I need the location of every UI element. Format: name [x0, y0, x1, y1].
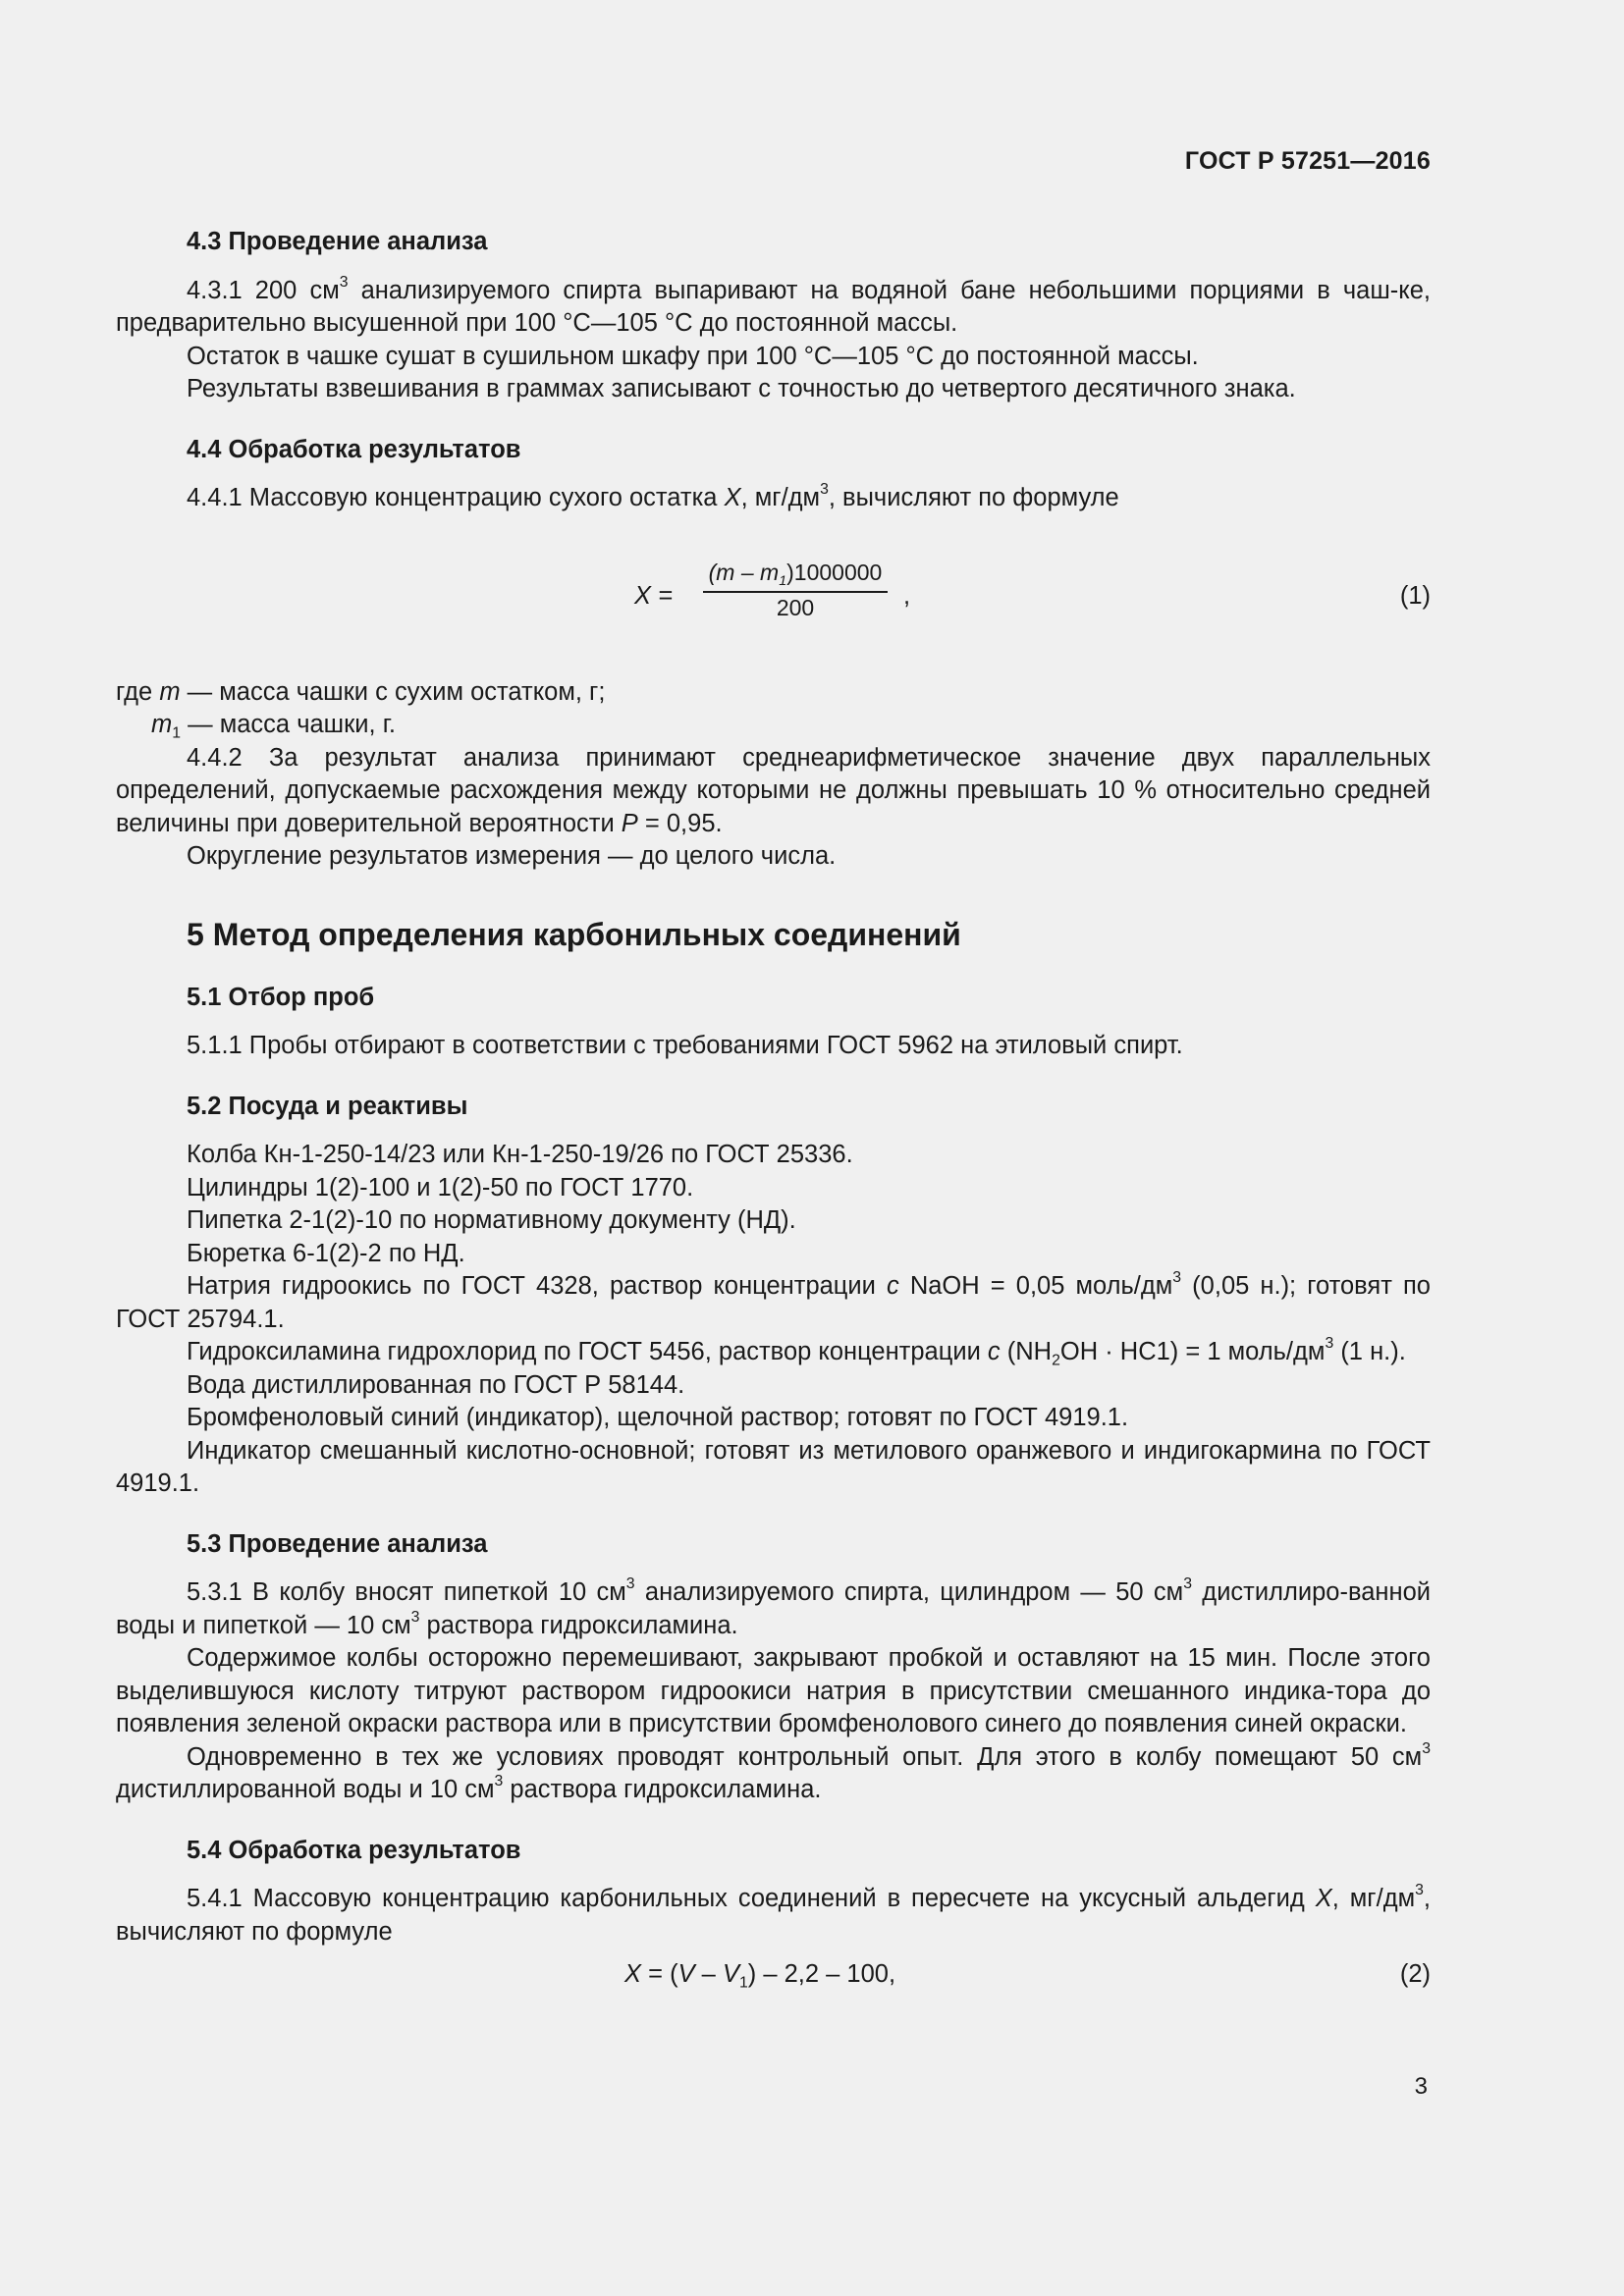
- list-item: Цилиндры 1(2)-100 и 1(2)-50 по ГОСТ 1770.: [187, 1173, 694, 1201]
- section-5-4-title: 5.4 Обработка результатов: [187, 1836, 521, 1864]
- paragraph-4-3-1: 4.3.1 200 $см^3$ анализируемого спирта выпаривают на водяной бане небольшими порциями в чаш-ке, предварительно высушенной при 100 °С—105 °С до постоянной массы.: [116, 273, 1432, 337]
- list-item: Вода дистиллированная по ГОСТ Р 58144.: [187, 1370, 685, 1399]
- formula-2: [116, 1958, 1431, 1992]
- paragraph-4-3-drying: Остаток в чашке сушат в сушильном шкафу при 100 °С—105 °С до постоянной массы.: [187, 342, 1199, 370]
- section-4-3-title: 4.3 Проведение анализа: [187, 228, 488, 255]
- section-5-1-title: 5.1 Отбор проб: [187, 983, 375, 1011]
- paragraph-5-3-titration: Содержимое колбы осторожно перемешивают, закрывают пробкой и оставляют на 15 мин. После этого выделившуюся кислоту титруют раствором гидроокиси натрия в присутствии смешанного индика-тора до появления зеленой окраски раствора или в присутствии бромфенолового синего до появления синей окраски.: [116, 1644, 1431, 1737]
- section-4-4-title: 4.4 Обработка результатов: [187, 435, 521, 463]
- list-item: Гидроксиламина гидрохлорид по ГОСТ 5456, раствор концентрации с $(NH_2OH \cdot HC1) = 1$ моль/$дм^3$ (1 н.).: [187, 1335, 1406, 1369]
- page-number: 3: [1414, 2073, 1428, 2100]
- section-5-3-title: 5.3 Проведение анализа: [187, 1529, 488, 1558]
- document-code-header: ГОСТ Р 57251—2016: [1184, 147, 1431, 175]
- where-m1: $m_1$ — масса чашки, г.: [151, 711, 396, 742]
- formula-1-lhs: X =: [634, 581, 673, 610]
- where-m: где m — масса чашки с сухим остатком, г;: [116, 677, 606, 706]
- paragraph-5-3-1: 5.3.1 В колбу вносят пипеткой 10 $см^3$ анализируемого спирта, цилиндром — 50 $см^3$ дистиллиро-ванной воды и пипеткой — 10 $см^3$ раствора гидроксиламина.: [116, 1575, 1431, 1639]
- list-item: Пипетка 2-1(2)-10 по нормативному документу (НД).: [187, 1206, 796, 1234]
- formula-1-fraction: [697, 557, 893, 622]
- section-5-title: 5 Метод определения карбонильных соединений: [187, 916, 961, 952]
- list-item: Колба Кн-1-250-14/23 или Кн-1-250-19/26 по ГОСТ 25336.: [187, 1141, 853, 1168]
- paragraph-4-4-1: 4.4.1 Массовую концентрацию сухого остатка X, $мг/дм^3$, вычисляют по формуле: [187, 481, 1119, 511]
- list-item: Натрия гидроокись по ГОСТ 4328, раствор концентрации с NaOH = 0,05 моль/$дм^3$ (0,05 н.); готовят по ГОСТ 25794.1.: [116, 1269, 1431, 1333]
- formula-2-body: $X = (V - V_1) - 2,2 - 100$,: [624, 1960, 896, 1992]
- paragraph-5-3-control: Одновременно в тех же условиях проводят контрольный опыт. Для этого в колбу помещают 50 $см^3$ дистиллированной воды и 10 $см^3$ раствора гидроксиламина.: [116, 1739, 1431, 1803]
- list-item: Бромфеноловый синий (индикатор), щелочной раствор; готовят по ГОСТ 4919.1.: [187, 1404, 1129, 1431]
- formula-1: [116, 557, 1431, 635]
- section-5-2-title: 5.2 Посуда и реактивы: [187, 1092, 468, 1120]
- paragraph-4-4-2: 4.4.2 За результат анализа принимают среднеарифметическое значение двух параллельных определений, допускаемые расхождения между которыми не должны превышать 10 % относительно средней величины при доверительной вероятности Р = 0,95.: [116, 743, 1431, 837]
- formula-1-numerator: $(m - m_1)1000000$: [703, 558, 889, 593]
- paragraph-5-1-1: 5.1.1 Пробы отбирают в соответствии с требованиями ГОСТ 5962 на этиловый спирт.: [187, 1032, 1183, 1059]
- list-item: Индикатор смешанный кислотно-основной; готовят из метилового оранжевого и индигокармина по ГОСТ 4919.1.: [116, 1436, 1431, 1497]
- formula-1-comma: ,: [903, 581, 911, 610]
- formula-2-number: (2): [1399, 1960, 1431, 1988]
- formula-1-denominator: 200: [776, 594, 815, 620]
- page-content: [116, 226, 1431, 1992]
- formula-1-number: (1): [1399, 581, 1431, 610]
- paragraph-4-4-rounding: Округление результатов измерения — до целого числа.: [187, 842, 837, 870]
- paragraph-5-4-1: 5.4.1 Массовую концентрацию карбонильных соединений в пересчете на уксусный альдегид X, $мг/дм^3$, вычисляют по формуле: [116, 1882, 1431, 1946]
- paragraph-4-3-weighing: Результаты взвешивания в граммах записывают с точностью до четвертого десятичного знака.: [187, 375, 1296, 402]
- list-item: Бюретка 6-1(2)-2 по НД.: [187, 1239, 465, 1267]
